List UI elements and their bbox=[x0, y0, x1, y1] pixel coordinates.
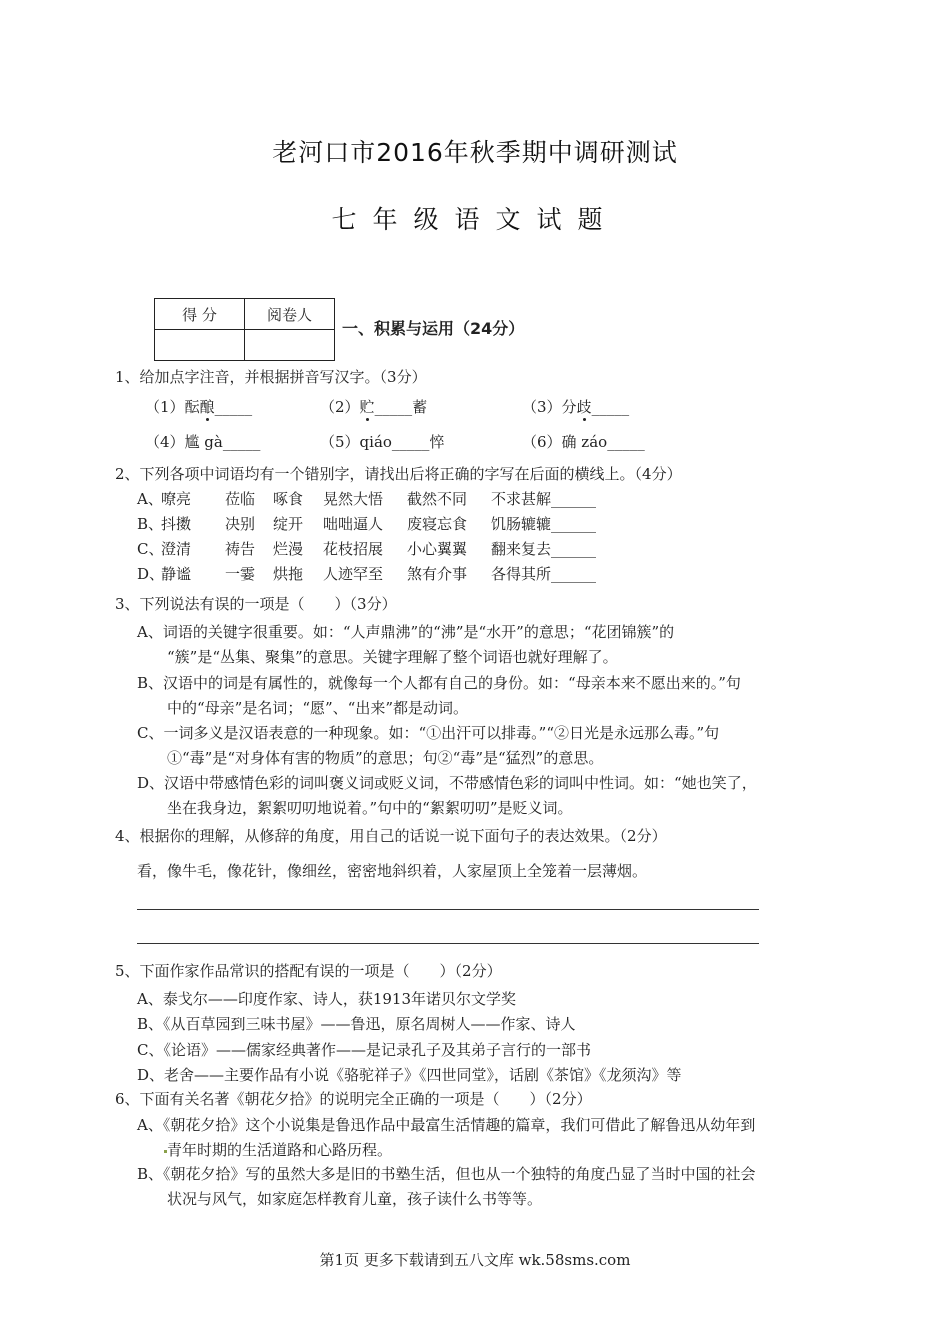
q2-word: 抖擞 bbox=[161, 515, 192, 533]
q1-item-6-pre: （6）确 záo bbox=[522, 433, 608, 451]
q2-answer-blank[interactable]: 各得其所______ bbox=[491, 565, 597, 583]
q1-item-2-dot: 贮 bbox=[359, 398, 375, 416]
q5-option-a: A、泰戈尔——印度作家、诗人，获1913年诺贝尔文学奖 bbox=[137, 990, 517, 1008]
q2-word: 决别 bbox=[225, 515, 256, 533]
q3-option-c-cont: ①“毒”是“对身体有害的物质”的意思；句②“毒”是“猛烈”的意思。 bbox=[167, 749, 604, 767]
q1-item-5-blank[interactable]: _____悴 bbox=[391, 433, 445, 451]
q2-row-label: D、 bbox=[137, 565, 165, 583]
q1-item-6-blank[interactable]: _____ bbox=[607, 433, 645, 451]
q3-stem: 3、下列说法有误的一项是（ ）（3分） bbox=[115, 595, 397, 613]
q1-item-2-blank[interactable]: _____蓄 bbox=[374, 398, 428, 416]
q2-word: 一霎 bbox=[225, 565, 256, 583]
q1-item-5-pre: （5）qiáo bbox=[320, 433, 392, 451]
q6-option-a-cont: 青年时期的生活道路和心路历程。 bbox=[167, 1141, 393, 1159]
q3-option-d-cont: 坐在我身边，絮絮叨叨地说着。”句中的“絮絮叨叨”是贬义词。 bbox=[167, 799, 573, 817]
q2-stem: 2、下列各项中词语均有一个错别字，请找出后将正确的字写在后面的横线上。（4分） bbox=[115, 465, 682, 483]
q2-word: 嘹亮 bbox=[161, 490, 192, 508]
q2-answer-blank[interactable]: 翻来复去______ bbox=[491, 540, 597, 558]
section-heading: 一、积累与运用（24分） bbox=[342, 319, 525, 338]
q1-item-4 bbox=[145, 432, 260, 452]
score-header: 得 分 bbox=[155, 299, 245, 330]
q1-item-1-blank[interactable]: _____ bbox=[214, 398, 253, 416]
q1-item-4-blank[interactable]: _____ bbox=[222, 433, 261, 451]
q1-item-3-blank[interactable]: _____ bbox=[591, 398, 630, 416]
q2-row-label: C、 bbox=[137, 540, 164, 558]
q3-option-b: B、汉语中的词是有属性的，就像每一个人都有自己的身份。如：“母亲本来不愿出来的。”句 bbox=[137, 674, 741, 692]
q2-word: 绽开 bbox=[273, 515, 304, 533]
q1-stem: 1、给加点字注音，并根据拼音写汉字。（3分） bbox=[115, 368, 427, 386]
q2-word: 晃然大悟 bbox=[323, 490, 384, 508]
q1-item-5 bbox=[320, 432, 444, 452]
q5-option-c: C、《论语》——儒家经典著作——是记录孔子及其弟子言行的一部书 bbox=[137, 1041, 591, 1059]
q6-option-a: A、《朝花夕拾》这个小说集是鲁迅作品中最富生活情趣的篇章，我们可借此了解鲁迅从幼年到 bbox=[137, 1116, 756, 1134]
q2-word: 截然不同 bbox=[407, 490, 468, 508]
q5-option-b: B、《从百草园到三味书屋》——鲁迅，原名周树人——作家、诗人 bbox=[137, 1015, 576, 1033]
q2-word: 啄食 bbox=[273, 490, 304, 508]
q4-answer-line-1[interactable] bbox=[137, 909, 759, 910]
q3-option-b-cont: 中的“母亲”是名词；“愿”、“出来”都是动词。 bbox=[167, 699, 469, 717]
q1-item-6 bbox=[522, 432, 645, 452]
q1-item-1 bbox=[145, 397, 252, 417]
q5-stem: 5、下面作家作品常识的搭配有误的一项是（ ）（2分） bbox=[115, 962, 502, 980]
score-cell[interactable] bbox=[155, 330, 245, 361]
q5-option-d: D、老舍——主要作品有小说《骆驼祥子》《四世同堂》，话剧《茶馆》《龙须沟》等 bbox=[137, 1066, 682, 1084]
q3-option-a-cont: “簇”是“丛集、聚集”的意思。关键字理解了整个词语也就好理解了。 bbox=[167, 648, 618, 666]
q3-option-d: D、汉语中带感情色彩的词叫褒义词或贬义词，不带感情色彩的词叫中性词。如：“她也笑了， bbox=[137, 774, 757, 792]
q2-word: 烘拖 bbox=[273, 565, 304, 583]
q1-item-2-pre: （2） bbox=[320, 398, 360, 416]
q1-item-1-dot: 酿 bbox=[199, 398, 215, 416]
q6-option-b: B、《朝花夕拾》写的虽然大多是旧的书塾生活，但也从一个独特的角度凸显了当时中国的社会 bbox=[137, 1165, 756, 1183]
q1-item-3-pre: （3）分 bbox=[522, 398, 577, 416]
q2-word: 小心翼翼 bbox=[407, 540, 468, 558]
q1-item-3-dot: 歧 bbox=[576, 398, 592, 416]
q2-answer-blank[interactable]: 饥肠辘辘______ bbox=[491, 515, 597, 533]
grader-cell[interactable] bbox=[245, 330, 335, 361]
q2-word: 静谧 bbox=[161, 565, 192, 583]
q2-word: 废寝忘食 bbox=[407, 515, 468, 533]
q1-item-4-pre: （4）尴 gà bbox=[145, 433, 223, 451]
q2-word: 祷告 bbox=[225, 540, 256, 558]
q2-word: 咄咄逼人 bbox=[323, 515, 384, 533]
q1-item-1-pre: （1）酝 bbox=[145, 398, 200, 416]
q4-answer-line-2[interactable] bbox=[137, 943, 759, 944]
q1-item-2 bbox=[320, 397, 427, 417]
exam-title: 老河口市2016年秋季期中调研测试 bbox=[272, 138, 678, 167]
q2-word: 莅临 bbox=[225, 490, 256, 508]
q2-row-label: B、 bbox=[137, 515, 164, 533]
score-table bbox=[154, 298, 335, 361]
q6-option-b-cont: 状况与风气，如家庭怎样教育儿童，孩子读什么书等等。 bbox=[167, 1190, 543, 1208]
q4-sentence: 看，像牛毛，像花针，像细丝，密密地斜织着，人家屋顶上全笼着一层薄烟。 bbox=[137, 862, 648, 880]
q4-stem: 4、根据你的理解，从修辞的角度，用自己的话说一说下面句子的表达效果。（2分） bbox=[115, 827, 667, 845]
q2-word: 人迹罕至 bbox=[323, 565, 384, 583]
q2-word: 花枝招展 bbox=[323, 540, 384, 558]
q2-row-label: A、 bbox=[137, 490, 163, 508]
exam-subtitle: 七年级语文试题 bbox=[331, 205, 619, 234]
q3-option-c: C、一词多义是汉语表意的一种现象。如：“①出汗可以排毒。”“②日光是永远那么毒。”句 bbox=[137, 724, 720, 742]
q2-answer-blank[interactable]: 不求甚解______ bbox=[491, 490, 597, 508]
grader-header: 阅卷人 bbox=[245, 299, 335, 330]
q6-stem: 6、下面有关名著《朝花夕拾》的说明完全正确的一项是（ ）（2分） bbox=[115, 1090, 592, 1108]
q3-option-a: A、词语的关键字很重要。如：“人声鼎沸”的“沸”是“水开”的意思；“花团锦簇”的 bbox=[137, 623, 675, 641]
q2-word: 澄清 bbox=[161, 540, 192, 558]
q2-word: 煞有介事 bbox=[407, 565, 468, 583]
page-footer: 第1页 更多下载请到五八文库 wk.58sms.com bbox=[319, 1251, 631, 1269]
q1-item-3 bbox=[522, 397, 629, 417]
q2-word: 烂漫 bbox=[273, 540, 304, 558]
